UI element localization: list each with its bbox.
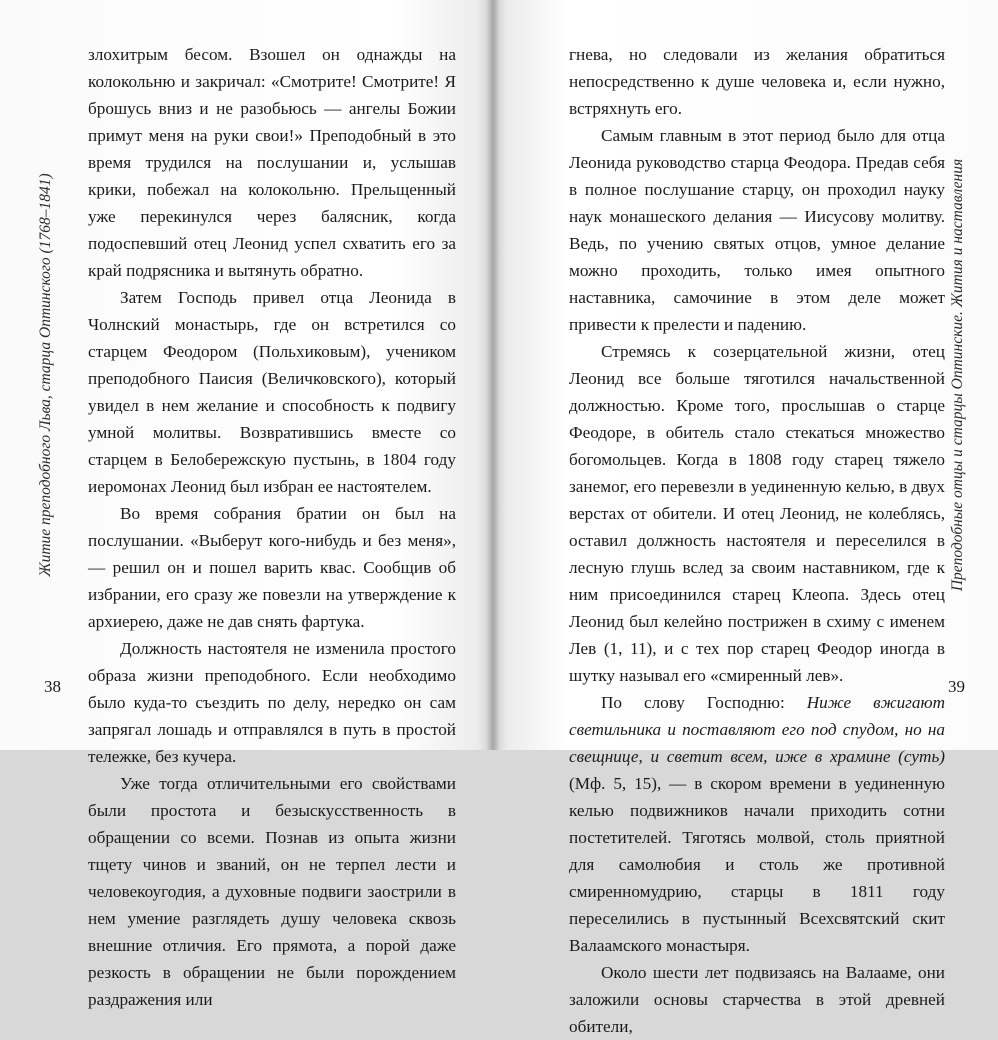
left-page [0,0,492,1009]
paragraph: гнева, но следовали из желания обратиться непосредственно к душе человека и, если нужно, встряхнуть его. [569,45,945,118]
right-running-head: Преподобные отцы и старцы Оптинские. Жития и наставления [949,158,966,592]
paragraph: Самым главным в этот период было для отца Леонида руководство старца Феодора. Предав себя в полное послушание старцу, он проходил науку наук монашеского делания — Иисусову молитву. Ведь, по учению святых отцов, умное делание можно проходить, только имея опытного наставника, самочиние в этом деле может привести к прелести и падению. [569,126,945,334]
page-number-left: 38 [44,677,61,696]
right-page-text [569,41,945,1040]
page-number-right: 39 [948,677,965,696]
paragraph: Уже тогда отличительными его свойствами были простота и безыскусственность в обращении со всеми. Познав из опыта жизни тщету чинов и званий, он не терпел лести и человекоугодия, а духовные подвиги заострили в нем умение разглядеть душу человека сквозь внешние отличия. Его прямота, а порой даже резкость в обращении не были порождением раздражения или [88,774,456,1009]
quote-lead: По слову Господню: [601,693,807,712]
book-gutter [486,0,500,750]
scripture-quote: Ниже вжигают светильника и поставляют его под спудом, но на свещнице, и светит всем, иже в храмине (суть) [569,693,945,766]
paragraph: Затем Господь привел отца Леонида в Чолнский монастырь, где он встретился со старцем Феодором (Польхиковым), учеником преподобного Паисия (Величковского), который увидел в нем желание и способность к подвигу умной молитвы. Возвратившись вместе со старцем в Белобережскую пустынь, в 1804 году иеромонах Леонид был избран ее настоятелем. [88,288,456,496]
left-page-text [88,41,456,1013]
right-page [492,0,998,1036]
paragraph [569,689,945,959]
paragraph: Стремясь к созерцательной жизни, отец Леонид все больше тяготился начальственной должностью. Кроме того, прослышав о старце Феодоре, в обитель стало стекаться множество богомольцев. Когда в 1808 году старец тяжело занемог, его перевезли в уединенную келью, в двух верстах от обители. И отец Леонид, не колеблясь, оставил должность настоятеля и переселился в лесную глушь вслед за своим наставником, где к ним присоединился старец Клеопа. Здесь отец Леонид был келейно пострижен в схиму с именем Лев (1, 11), и с тех пор старец Феодор иногда в шутку называл его «смиренный лев». [569,342,945,685]
paragraph: Во время собрания братии он был на послушании. «Выберут кого-нибудь и без меня», — решил он и пошел варить квас. Сообщив об избрании, его сразу же повезли на утверждение к архиерею, даже не дав снять фартука. [88,504,456,631]
paragraph: Должность настоятеля не изменила простого образа жизни преподобного. Если необходимо было куда-то съездить по делу, нередко он сам запрягал лошадь и отправлялся в путь в простой тележке, без кучера. [88,639,456,766]
paragraph: Около шести лет подвизаясь на Валааме, они заложили основы старчества в этой древней обители, [569,963,945,1036]
paragraph: злохитрым бесом. Взошел он однажды на колокольню и закричал: «Смотрите! Смотрите! Я брошусь вниз и не разобьюсь — ангелы Божии примут меня на руки свои!» Преподобный в это время трудился на послушании и, услышав крики, побежал на колокольню. Прельщенный уже перекинулся через балясник, когда подоспевший отец Леонид успел схватить его за край подрясника и вытянуть обратно. [88,45,456,280]
quote-continuation: (Мф. 5, 15), — в скором времени в уединенную келью подвижников начали приходить сотни постетителей. Тяготясь молвой, столь приятной для самолюбия и столь же противной смиренномудрию, старцы в 1811 году переселились в пустынный Всехсвятский скит Валаамского монастыря. [569,774,945,955]
left-running-head: Житие преподобного Льва, старца Оптинского (1768–1841) [37,173,54,577]
